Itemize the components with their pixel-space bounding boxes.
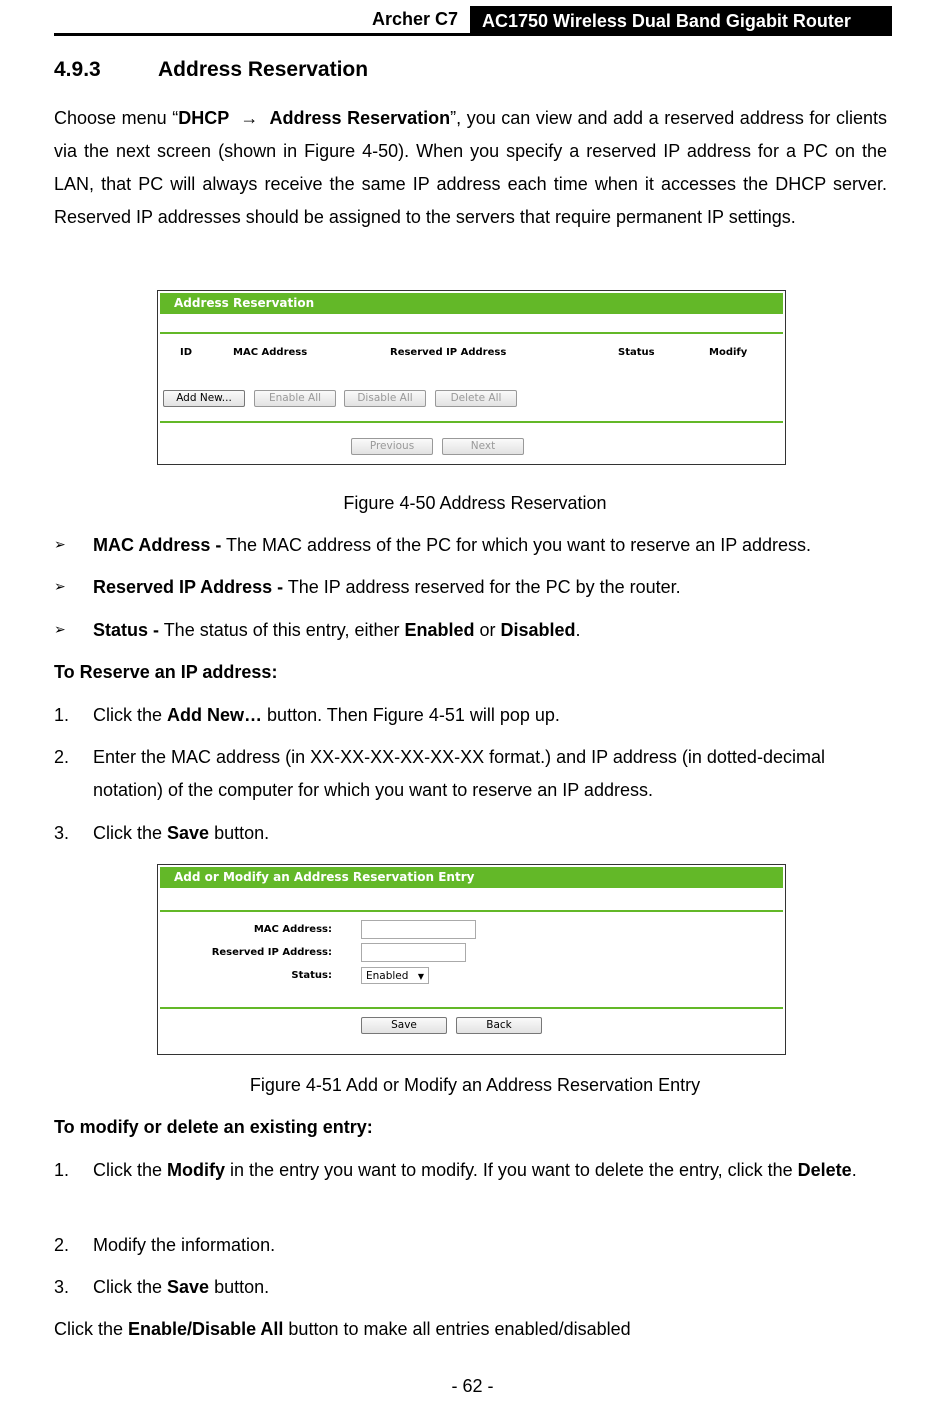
step-text: button. [209,1277,270,1297]
column-reserved-ip: Reserved IP Address [390,347,507,358]
bullet-text: The MAC address of the PC for which you want to reserve an IP address. [221,535,811,555]
header-model: Archer C7 [371,9,458,29]
bullet-text: or [474,620,501,640]
bullet-enabled: Enabled [404,620,475,640]
back-button[interactable]: Back [456,1017,542,1034]
status-label: Status: [291,970,332,981]
intro-paragraph [54,102,887,234]
bullet-arrow-icon: ➢ [54,536,66,552]
step-text: Click the [93,1160,168,1180]
add-new-button[interactable]: Add New... [163,390,245,407]
bullet-disabled: Disabled [500,620,576,640]
step-number: 3. [54,1277,70,1297]
step-number: 2. [54,1235,70,1255]
bullet-text: The IP address reserved for the PC by the router. [283,577,681,597]
step-text: button. [209,823,270,843]
delete-all-button[interactable]: Delete All [435,390,517,407]
header-product: AC1750 Wireless Dual Band Gigabit Router [470,6,892,36]
column-modify: Modify [709,347,748,358]
step-text: . [851,1160,857,1180]
enable-all-button[interactable]: Enable All [254,390,336,407]
section-number: 4.9.3 [54,58,101,81]
modify-heading: To modify or delete an existing entry: [54,1117,373,1137]
step-number: 3. [54,823,70,843]
previous-button[interactable]: Previous [351,438,433,455]
reserve-step-2 [54,741,887,807]
reserve-heading: To Reserve an IP address: [54,662,278,682]
page-number: - 62 - [451,1376,494,1396]
figure-add-modify-entry [157,864,786,1055]
figure1-caption: Figure 4-50 Address Reservation [343,493,607,513]
arrow-icon: → [240,108,259,128]
step-text: Modify the information. [93,1235,276,1255]
menu-dhcp: DHCP [178,108,230,128]
step-text: button. Then Figure 4-51 will pop up. [262,705,560,725]
bullet-term: Status - [93,620,160,640]
reserve-step-1 [54,699,887,732]
bullet-term: MAC Address - [93,535,222,555]
step-bold: Modify [167,1160,226,1180]
closing-text: Click the [54,1319,129,1339]
figure2-divider-bottom [160,1007,783,1009]
mac-address-label: MAC Address: [253,924,332,935]
figure2-title-bar: Add or Modify an Address Reservation Entry [160,867,783,888]
column-mac-address: MAC Address [233,347,308,358]
step-number: 1. [54,1160,70,1180]
closing-bold: Enable/Disable All [128,1319,284,1339]
column-status: Status [618,347,655,358]
bullet-arrow-icon: ➢ [54,578,66,594]
column-id: ID [180,347,193,358]
step-text: Enter the MAC address (in XX-XX-XX-XX-XX-XX format.) and IP address (in dotted-decimal notation) of the computer for which you want to reserve an IP address. [93,747,825,800]
disable-all-button[interactable]: Disable All [344,390,426,407]
menu-address-reservation: Address Reservation [269,108,451,128]
next-button[interactable]: Next [442,438,524,455]
reserved-ip-input[interactable] [361,943,466,962]
figure2-divider-top [160,910,783,912]
figure1-divider-top [160,332,783,334]
figure1-title-bar: Address Reservation [160,293,783,314]
step-text: Click the [93,1277,168,1297]
step-bold: Delete [797,1160,852,1180]
reserved-ip-label: Reserved IP Address: [211,947,332,958]
modify-step-3 [54,1271,887,1304]
step-bold: Add New… [167,705,263,725]
step-number: 2. [54,747,70,767]
page-header [54,3,892,36]
step-text: Click the [93,823,168,843]
bullet-arrow-icon: ➢ [54,621,66,637]
step-bold: Save [167,823,210,843]
section-title [54,58,368,82]
status-select[interactable] [361,967,429,984]
intro-text-2: ”, you can view and add a reserved address for clients via the next screen (shown in Figure 4-50). When you specify a reserved IP address for a PC on the LAN, that PC will always receive the same IP address each time when it accesses the DHCP server. Reserved IP addresses should be assigned to the servers that require permanent IP settings. [54,108,887,227]
bullet-text: . [575,620,581,640]
figure2-caption: Figure 4-51 Add or Modify an Address Reservation Entry [249,1075,701,1095]
step-number: 1. [54,705,70,725]
closing-paragraph [54,1313,887,1346]
section-heading: Address Reservation [158,58,369,81]
modify-step-2 [54,1229,887,1262]
save-button[interactable]: Save [361,1017,447,1034]
figure1-divider-bottom [160,421,783,423]
chevron-down-icon: ▼ [417,972,424,981]
step-text: Click the [93,705,168,725]
modify-step-1 [54,1154,887,1187]
bullet-text: The status of this entry, either [159,620,405,640]
intro-text-1: Choose menu “ [54,108,179,128]
closing-text: button to make all entries enabled/disabled [283,1319,631,1339]
status-select-value: Enabled [366,970,409,982]
bullet-term: Reserved IP Address - [93,577,284,597]
step-text: in the entry you want to modify. If you want to delete the entry, click the [225,1160,798,1180]
figure-address-reservation [157,290,786,465]
mac-address-input[interactable] [361,920,476,939]
reserve-step-3 [54,817,887,850]
step-bold: Save [167,1277,210,1297]
